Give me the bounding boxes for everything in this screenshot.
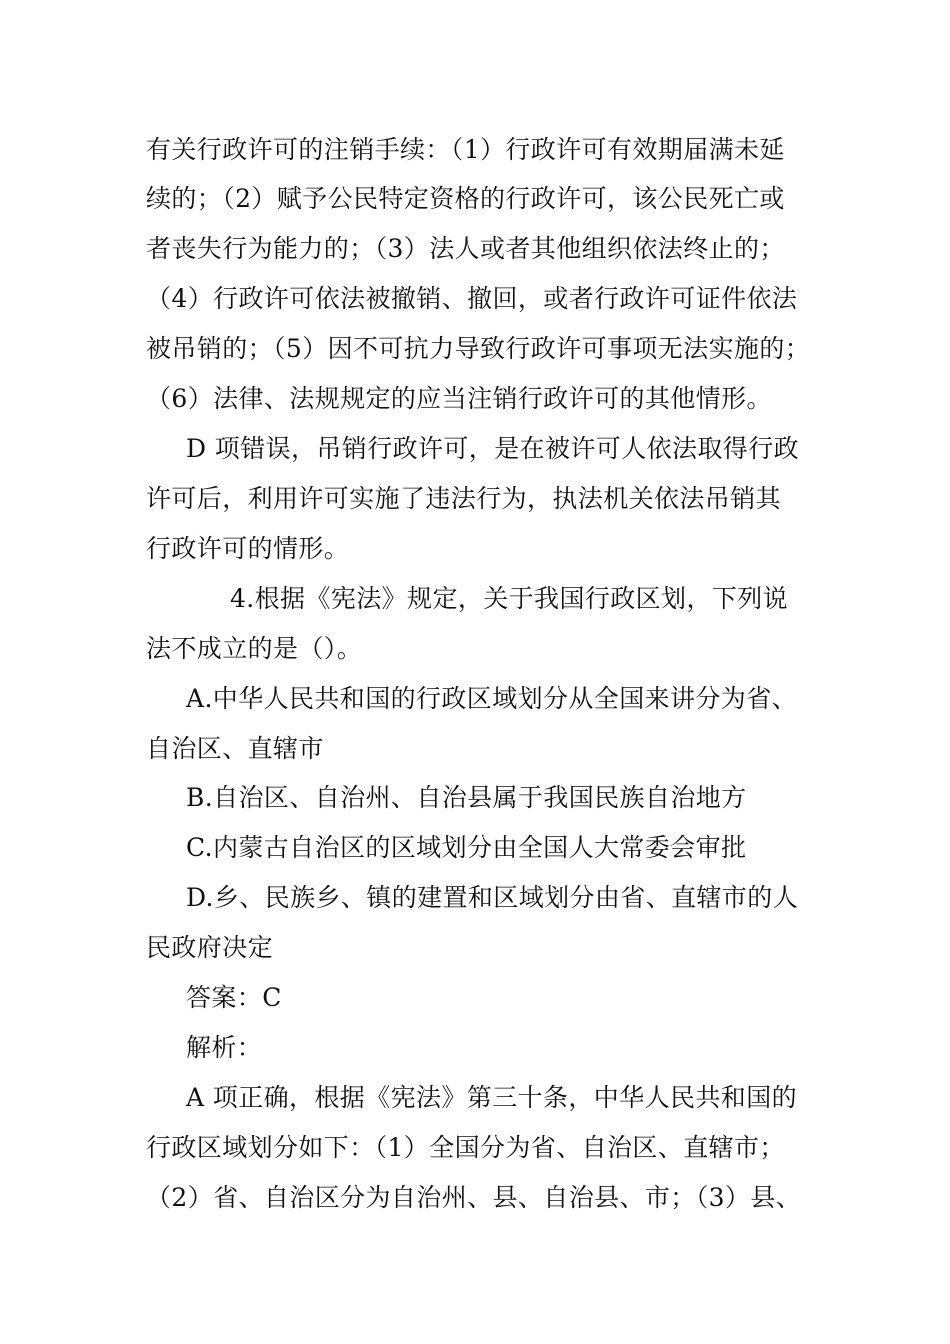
text-line: 续的；（2）赋予公民特定资格的行政许可，该公民死亡或 bbox=[146, 184, 785, 213]
text-line: 法不成立的是（）。 bbox=[146, 634, 363, 663]
answer-line: 答案：C bbox=[186, 983, 282, 1012]
text-line: 有关行政许可的注销手续：（1）行政许可有效期届满未延 bbox=[146, 135, 785, 164]
option-c: C.内蒙古自治区的区域划分由全国人大常委会审批 bbox=[186, 833, 747, 862]
text-line: （2）省、自治区分为自治州、县、自治县、市；（3）县、 bbox=[146, 1183, 802, 1212]
text-line: 行政区域划分如下：（1）全国分为省、自治区、直辖市； bbox=[146, 1133, 785, 1162]
text-line: A 项正确，根据《宪法》第三十条，中华人民共和国的 bbox=[186, 1083, 798, 1112]
option-b: B.自治区、自治州、自治县属于我国民族自治地方 bbox=[186, 783, 747, 812]
question-heading: 4.根据《宪法》规定，关于我国行政区划，下列说 bbox=[230, 584, 789, 613]
text-line: 民政府决定 bbox=[146, 933, 274, 962]
text-line: （4）行政许可依法被撤销、撤回，或者行政许可证件依法 bbox=[146, 284, 798, 313]
option-d: D.乡、民族乡、镇的建置和区域划分由省、直辖市的人 bbox=[186, 883, 799, 912]
text-line: 行政许可的情形。 bbox=[146, 534, 350, 563]
analysis-label: 解析： bbox=[186, 1033, 263, 1062]
text-line: 者丧失行为能力的；（3）法人或者其他组织依法终止的； bbox=[146, 234, 785, 263]
text-line: 自治区、直辖市 bbox=[146, 734, 324, 763]
text-line: （6）法律、法规规定的应当注销行政许可的其他情形。 bbox=[146, 384, 772, 413]
text-line: D 项错误，吊销行政许可，是在被许可人依法取得行政 bbox=[186, 434, 799, 463]
text-line: 被吊销的；（5）因不可抗力导致行政许可事项无法实施的； bbox=[146, 334, 811, 363]
option-a: A.中华人民共和国的行政区域划分从全国来讲分为省、 bbox=[186, 684, 798, 713]
text-line: 许可后，利用许可实施了违法行为，执法机关依法吊销其 bbox=[146, 484, 782, 513]
